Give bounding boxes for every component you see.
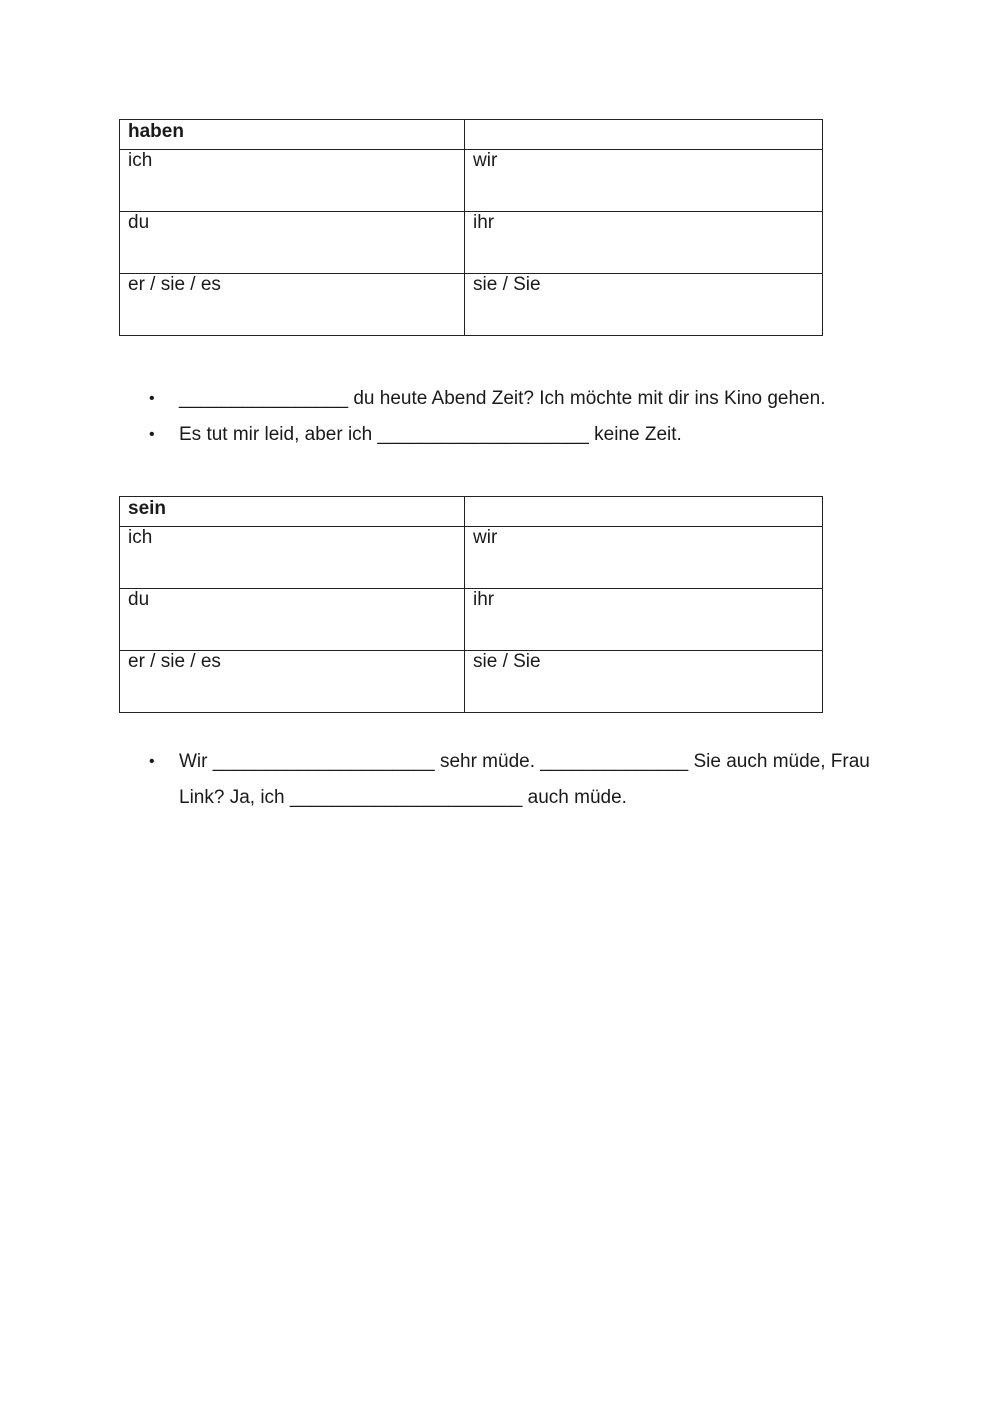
haben-exercise-list — [147, 381, 887, 453]
list-item — [147, 744, 882, 816]
table-header-row — [120, 120, 823, 150]
verb-heading: sein — [120, 497, 465, 527]
pronoun-cell[interactable]: ihr — [465, 212, 823, 274]
exercise-sentence[interactable]: Es tut mir leid, aber ich ____________________ keine Zeit. — [179, 424, 682, 445]
pronoun-cell[interactable]: wir — [465, 527, 823, 589]
table-row — [120, 527, 823, 589]
empty-header-cell — [465, 120, 823, 150]
pronoun-cell[interactable]: sie / Sie — [465, 274, 823, 336]
table-header-row — [120, 497, 823, 527]
pronoun-cell[interactable]: du — [120, 212, 465, 274]
exercise-sentence[interactable]: Wir _____________________ sehr müde. ______________ Sie auch müde, Frau Link? Ja, ich ______________________ auch müde. — [179, 751, 870, 808]
exercise-sentence[interactable]: ________________ du heute Abend Zeit? Ich möchte mit dir ins Kino gehen. — [179, 388, 826, 409]
table-row — [120, 274, 823, 336]
table-row — [120, 651, 823, 713]
pronoun-cell[interactable]: er / sie / es — [120, 274, 465, 336]
bullet-icon: • — [149, 390, 155, 407]
verb-heading: haben — [120, 120, 465, 150]
pronoun-cell[interactable]: ich — [120, 150, 465, 212]
list-item — [147, 417, 887, 453]
bullet-icon: • — [149, 426, 155, 443]
table-row — [120, 589, 823, 651]
pronoun-cell[interactable]: er / sie / es — [120, 651, 465, 713]
table-row — [120, 150, 823, 212]
pronoun-cell[interactable]: wir — [465, 150, 823, 212]
bullet-icon: • — [149, 753, 155, 770]
sein-exercise-list — [147, 744, 882, 816]
empty-header-cell — [465, 497, 823, 527]
pronoun-cell[interactable]: du — [120, 589, 465, 651]
haben-conjugation-table — [119, 119, 823, 336]
sein-conjugation-table — [119, 496, 823, 713]
pronoun-cell[interactable]: ich — [120, 527, 465, 589]
list-item — [147, 381, 887, 417]
table-row — [120, 212, 823, 274]
pronoun-cell[interactable]: sie / Sie — [465, 651, 823, 713]
pronoun-cell[interactable]: ihr — [465, 589, 823, 651]
